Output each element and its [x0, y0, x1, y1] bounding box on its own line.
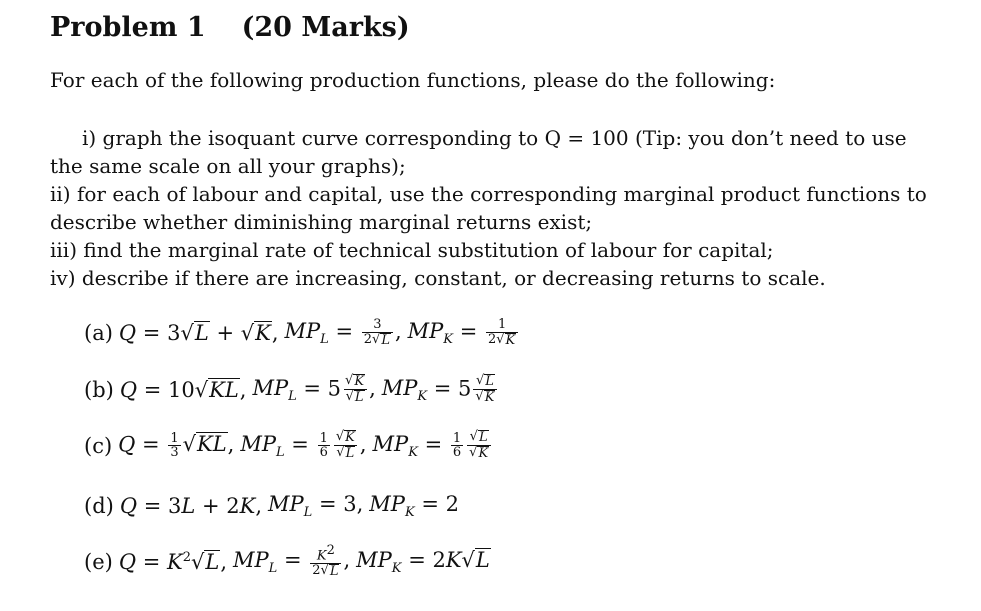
- problem-label: Problem 1: [50, 12, 206, 43]
- mpl-expression: $MP_L = 5$ √ K √ L ,: [252, 373, 376, 406]
- task-item: i) graph the isoquant curve corresponding to Q = 100 (Tip: you don’t need to use the same scale on all your graphs);: [50, 126, 907, 178]
- mpk-expression: $MP_K = 5$ √ L √ K: [382, 374, 500, 406]
- function-label: (b): [84, 377, 114, 402]
- function-a: [84, 318, 520, 348]
- function-e: [84, 544, 491, 579]
- task-item: iv) describe if there are increasing, constant, or decreasing returns to scale.: [50, 266, 826, 290]
- function-c: [84, 430, 493, 462]
- production-function: Q = 3L + 2K,: [119, 494, 263, 519]
- function-label: (e): [84, 549, 113, 574]
- function-label: (c): [84, 433, 113, 458]
- mpl-expression: $MP_L$ = $K^2$ 2 √ L ,: [233, 543, 351, 579]
- production-function: $Q = K^2$ √ L ,: [118, 549, 228, 574]
- function-label: (a): [84, 320, 113, 345]
- problem-title: [50, 12, 410, 43]
- mpk-expression: $MP_K$ = $\frac{1}{6}$ √ L √ K: [373, 430, 494, 462]
- task-item: ii) for each of labour and capital, use the corresponding marginal product functions to describe whether diminishing marginal returns exist;: [50, 182, 927, 234]
- production-function: Q = 3 √ L + √ K ,: [118, 320, 279, 345]
- function-label: (d): [84, 494, 114, 519]
- mpl-expression: $MP_L$ = 3 2 √ L ,: [284, 317, 402, 348]
- mpl-expression: $MP_L$ = $\frac{1}{6}$ √ K √ L ,: [240, 429, 367, 462]
- intro-text: For each of the following production functions, please do the following:: [50, 68, 776, 92]
- production-function: Q = 10 √ KL ,: [119, 377, 247, 402]
- function-d: [84, 492, 459, 520]
- mpk-expression: $MP_K$ = 1 2 √ K: [408, 318, 521, 348]
- task-item: iii) find the marginal rate of technical substitution of labour for capital;: [50, 238, 774, 262]
- mpk-expression: $MP_K = 2K$ √ L: [356, 547, 490, 576]
- production-function: Q = $\frac{1}{3}$ √ KL ,: [118, 430, 235, 461]
- mpl-expression: $MP_L = 3$,: [268, 492, 364, 521]
- function-b: [84, 374, 499, 406]
- marks-label: (20 Marks): [241, 12, 410, 43]
- mpk-expression: $MP_K = 2$: [369, 492, 459, 521]
- task-list: [50, 124, 930, 292]
